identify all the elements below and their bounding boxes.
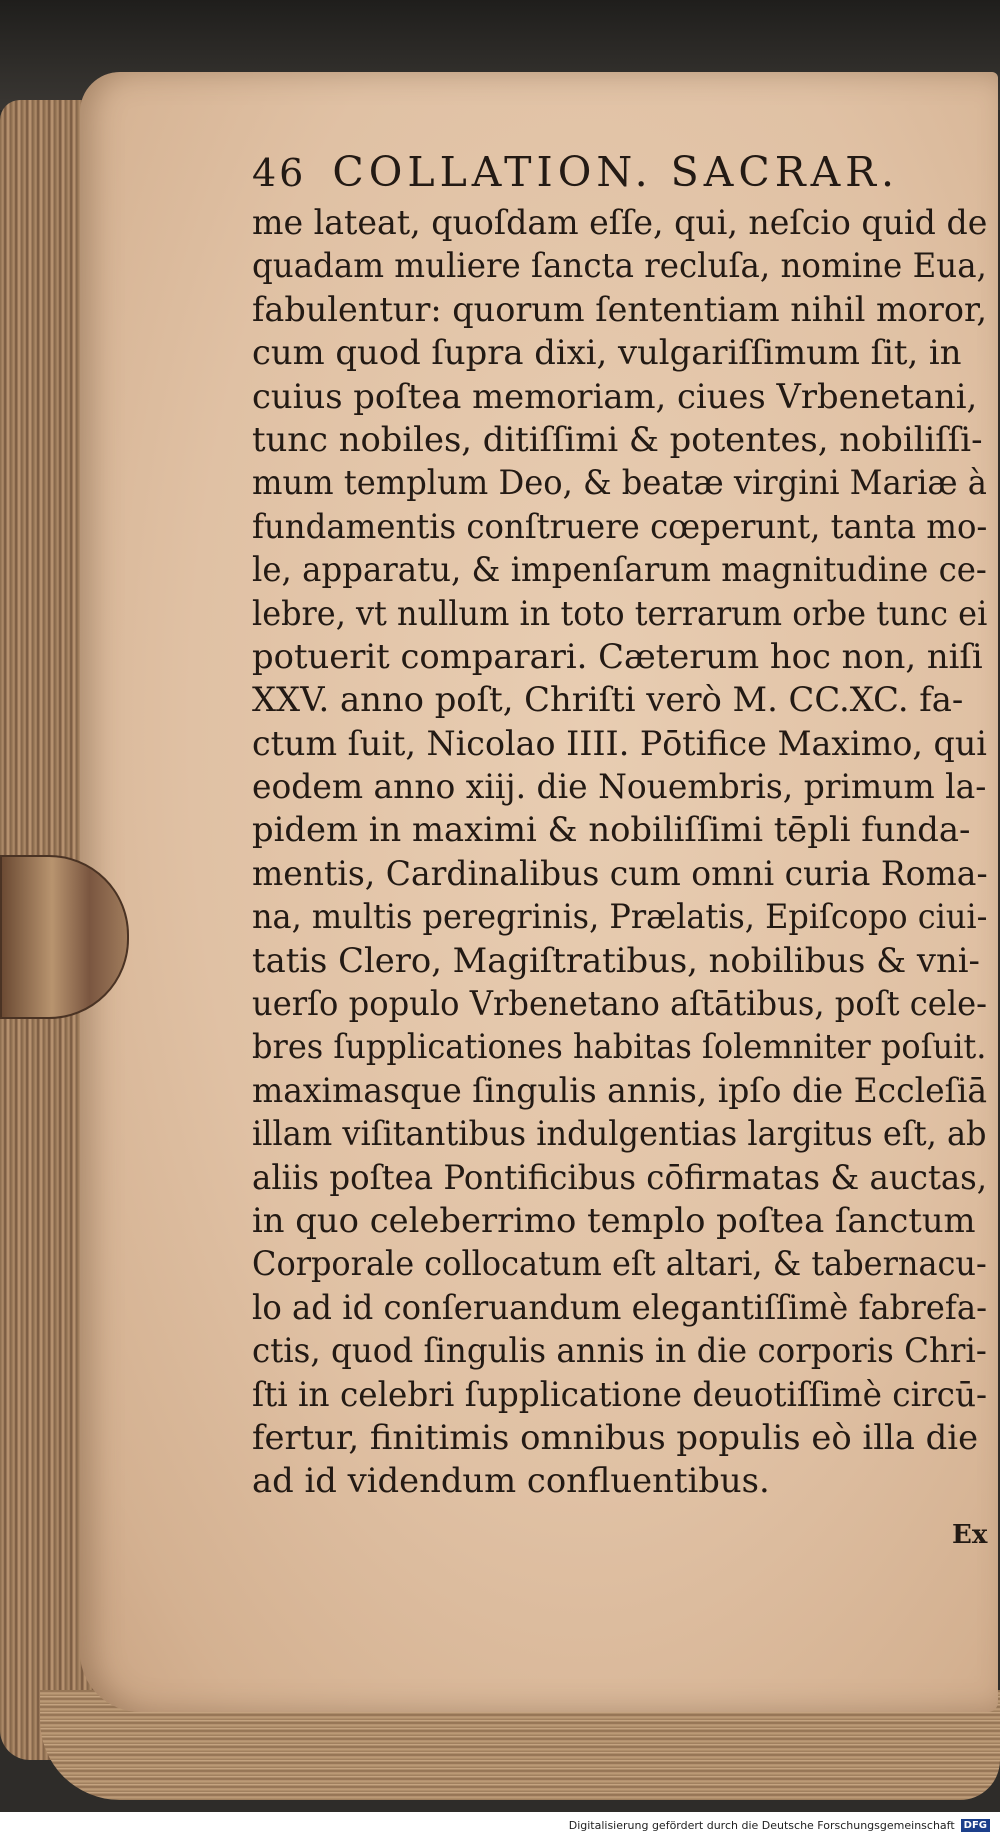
page-number: 46: [252, 151, 307, 195]
dfg-logo-icon: DFG: [961, 1819, 990, 1832]
text-line: uerſo populo Vrbenetano aſtātibus, poſt cele-: [252, 984, 988, 1025]
text-line: in quo celeberrimo templo poſtea ſanctum: [252, 1200, 976, 1241]
text-line: fertur, finitimis omnibus populis eò illa die: [252, 1417, 979, 1458]
text-line: fundamentis conſtruere cœperunt, tanta mo-: [252, 506, 988, 547]
text-line: le, apparatu, & impenſarum magnitudine ce-: [252, 550, 987, 591]
digitization-credit-bar: [0, 1812, 1000, 1838]
text-line: mum templum Deo, & beatæ virgini Mariæ à: [252, 463, 987, 504]
digitization-credit: Digitalisierung gefördert durch die Deutsche Forschungsgemeinschaft: [568, 1818, 955, 1832]
text-line: quadam muliere ſancta recluſa, nomine Eua,: [252, 246, 987, 287]
text-line: cuius poſtea memoriam, ciues Vrbenetani,: [252, 376, 978, 417]
catchword: Ex: [952, 1520, 988, 1550]
text-line: ad id videndum confluentibus.: [252, 1461, 770, 1502]
text-line: pidem in maximi & nobiliſſimi tēpli funda-: [252, 810, 971, 851]
text-line: maximasque ſingulis annis, ipſo die Eccleſiā: [252, 1070, 988, 1111]
text-block: [252, 148, 992, 1504]
running-head: [252, 148, 992, 196]
text-line: Corporale collocatum eſt altari, & tabernacu-: [252, 1244, 987, 1285]
text-line: fabulentur: quorum ſententiam nihil moror,: [252, 289, 987, 330]
text-line: lo ad id conſeruandum elegantiſſimè fabrefa-: [252, 1287, 988, 1328]
text-line: bres ſupplicationes habitas ſolemniter poſuit.: [252, 1027, 987, 1068]
text-line: potuerit comparari. Cæterum hoc non, niſi: [252, 636, 983, 677]
text-line: XXV. anno poſt, Chriſti verò M. CC.XC. fa-: [252, 680, 964, 721]
text-line: lebre, vt nullum in toto terrarum orbe tunc ei: [252, 593, 988, 634]
body-text: [252, 202, 992, 1504]
text-line: ſti in celebri ſupplicatione deuotiſſimè circū-: [252, 1374, 988, 1415]
text-line: tatis Clero, Magiſtratibus, nobilibus & vni-: [252, 940, 980, 981]
text-line: na, multis peregrinis, Prælatis, Epiſcopo ciui-: [252, 897, 988, 938]
text-line: me lateat, quoſdam eſſe, qui, neſcio quid de: [252, 203, 988, 243]
text-line: ctum ſuit, Nicolao IIII. Pōtifice Maximo, qui: [252, 723, 987, 764]
text-line: illam viſitantibus indulgentias largitus eſt, ab: [252, 1114, 987, 1155]
text-line: eodem anno xiij. die Nouembris, primum la-: [252, 767, 987, 808]
text-line: aliis poſtea Pontificibus cōfirmatas & auctas,: [252, 1157, 988, 1198]
text-line: cum quod ſupra dixi, vulgariſſimum ſit, in: [252, 333, 962, 374]
running-head-title: COLLATION. SACRAR.: [332, 148, 900, 196]
text-line: ctis, quod ſingulis annis in die corporis Chri-: [252, 1331, 987, 1372]
text-line: tunc nobiles, ditiſſimi & potentes, nobiliſſi-: [252, 419, 983, 460]
text-line: mentis, Cardinalibus cum omni curia Roma-: [252, 853, 988, 894]
